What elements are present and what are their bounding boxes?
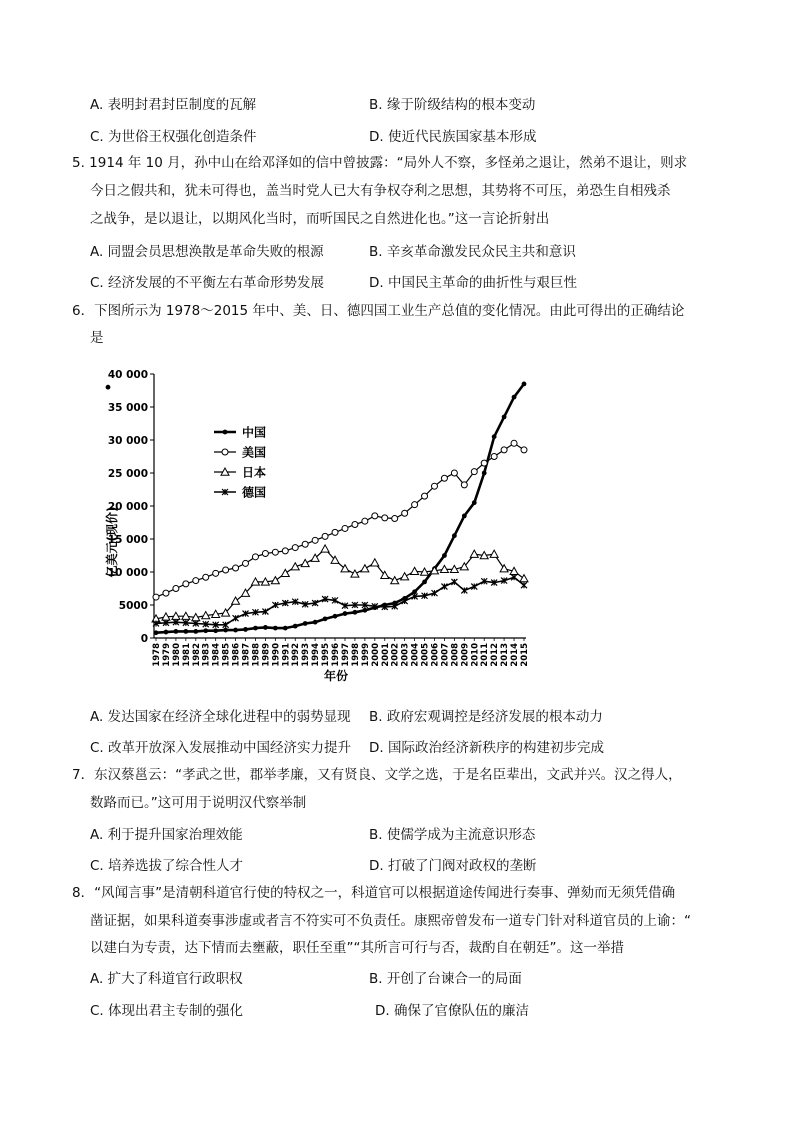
point-usa bbox=[382, 515, 388, 521]
point-usa bbox=[441, 475, 447, 481]
point-japan bbox=[361, 565, 369, 572]
point-japan bbox=[281, 569, 289, 576]
point-usa bbox=[153, 594, 159, 600]
y-tick-label: 0 bbox=[140, 633, 148, 645]
q4-option-c: C. 为世俗王权强化创造条件 bbox=[90, 129, 257, 145]
point-china bbox=[233, 628, 238, 633]
q5-option-c: C. 经济发展的不平衡左右革命形势发展 bbox=[90, 275, 325, 291]
point-usa bbox=[213, 570, 219, 576]
point-usa bbox=[422, 493, 428, 499]
point-usa bbox=[163, 590, 169, 596]
x-tick-label: 2012 bbox=[490, 643, 501, 667]
point-china bbox=[442, 553, 447, 558]
q8-option-a: A. 扩大了科道官行政职权 bbox=[90, 971, 243, 987]
q8-stem-line1: 8．“风闻言事”是清朝科道官行使的特权之一，科道官可以根据道途传闻进行奏事、弹劾而无须凭借确 bbox=[72, 885, 676, 901]
y-tick-label: 35 000 bbox=[107, 402, 148, 414]
point-germany bbox=[521, 582, 527, 588]
q7-option-c: C. 培养选拔了综合性人才 bbox=[90, 858, 244, 874]
point-china bbox=[283, 626, 288, 631]
point-usa bbox=[372, 513, 378, 519]
point-usa bbox=[402, 510, 408, 516]
x-tick-label: 2002 bbox=[390, 643, 401, 667]
q8-option-d: D. 确保了官僚队伍的廉洁 bbox=[375, 1003, 529, 1019]
x-tick-label: 2007 bbox=[440, 643, 451, 667]
chart-svg bbox=[105, 362, 538, 692]
x-tick-label: 1993 bbox=[301, 643, 312, 667]
point-japan bbox=[520, 575, 528, 582]
point-china bbox=[502, 415, 507, 420]
point-china bbox=[353, 610, 358, 615]
point-usa bbox=[243, 560, 249, 566]
point-japan bbox=[470, 550, 478, 557]
y-tick-label: 10 000 bbox=[107, 567, 148, 579]
point-germany bbox=[441, 584, 447, 590]
q7-option-a: A. 利于提升国家治理效能 bbox=[90, 827, 243, 843]
point-japan bbox=[301, 559, 309, 566]
x-tick-label: 1992 bbox=[291, 643, 302, 667]
legend-label-usa: 美国 bbox=[242, 445, 267, 460]
point-legend-china bbox=[223, 430, 228, 435]
y-tick-label: 30 000 bbox=[107, 435, 148, 447]
q6-option-a: A. 发达国家在经济全球化进程中的弱势显现 bbox=[90, 709, 351, 725]
point-japan bbox=[321, 545, 329, 552]
q6-stem-line2: 是 bbox=[90, 330, 104, 346]
series-line-japan bbox=[156, 549, 524, 619]
point-china bbox=[223, 628, 228, 633]
point-china bbox=[462, 514, 467, 519]
x-tick-label: 2011 bbox=[480, 643, 491, 667]
q4-option-d: D. 使近代民族国家基本形成 bbox=[369, 129, 537, 145]
y-tick-label: 25 000 bbox=[107, 468, 148, 480]
x-tick-label: 1995 bbox=[321, 643, 332, 667]
point-usa bbox=[511, 440, 517, 446]
point-japan bbox=[490, 550, 498, 557]
x-tick-label: 2004 bbox=[410, 643, 421, 667]
point-usa bbox=[461, 482, 467, 488]
point-germany bbox=[451, 579, 457, 585]
point-usa bbox=[302, 541, 308, 547]
point-china bbox=[313, 620, 318, 625]
x-tick-label: 1980 bbox=[171, 643, 182, 667]
q6-option-d: D. 国际政治经济新秩序的构建初步完成 bbox=[369, 740, 604, 756]
series-line-china bbox=[156, 384, 524, 633]
point-china bbox=[213, 628, 218, 633]
y-tick-label: 20 000 bbox=[107, 501, 148, 513]
q7-option-d: D. 打破了门阀对政权的垄断 bbox=[369, 858, 537, 874]
x-tick-label: 1991 bbox=[281, 643, 292, 667]
point-china bbox=[482, 471, 487, 476]
point-usa bbox=[312, 537, 318, 543]
q8-option-b: B. 开创了台谏合一的局面 bbox=[369, 971, 522, 987]
point-china bbox=[203, 628, 208, 633]
x-tick-label: 1998 bbox=[350, 643, 361, 667]
point-usa bbox=[233, 565, 239, 571]
point-usa bbox=[471, 469, 477, 475]
q8-stem-line3: 以建白为专责，达下情而去壅蔽，职任至重”“其所言可行与否，裁酌自在朝廷”。这一举措 bbox=[90, 940, 624, 956]
point-usa bbox=[203, 574, 209, 580]
point-legend-usa bbox=[222, 449, 228, 455]
x-tick-label: 2010 bbox=[470, 643, 481, 667]
point-china bbox=[106, 385, 111, 390]
legend-label-germany: 德国 bbox=[242, 485, 267, 500]
x-tick-label: 2000 bbox=[370, 643, 381, 667]
point-china bbox=[273, 626, 278, 631]
x-axis-label: 年份 bbox=[323, 669, 349, 683]
x-tick-label: 2001 bbox=[380, 643, 391, 667]
x-tick-label: 1978 bbox=[152, 643, 162, 667]
point-usa bbox=[252, 554, 258, 560]
x-tick-label: 2013 bbox=[500, 643, 511, 667]
x-tick-label: 1981 bbox=[181, 643, 192, 667]
y-tick-label: 15 000 bbox=[107, 534, 148, 546]
point-japan bbox=[500, 565, 508, 572]
y-tick-label: 5000 bbox=[118, 600, 148, 612]
point-usa bbox=[183, 581, 189, 587]
point-china bbox=[253, 626, 258, 631]
x-tick-label: 1989 bbox=[261, 643, 272, 667]
point-usa bbox=[332, 529, 338, 535]
point-china bbox=[263, 625, 268, 630]
q7-stem-line1: 7．东汉蔡邕云：“孝武之世，郡举孝廉，又有贤良、文学之选，于是名臣辈出，文武并兴。汉之得人， bbox=[72, 767, 682, 783]
q6-option-c: C. 改革开放深入发展推动中国经济实力提升 bbox=[90, 740, 352, 756]
point-germany bbox=[402, 598, 408, 604]
point-china bbox=[512, 395, 517, 400]
point-japan bbox=[351, 570, 359, 577]
point-usa bbox=[481, 460, 487, 466]
x-tick-label: 1986 bbox=[231, 643, 242, 667]
point-china bbox=[333, 614, 338, 619]
point-china bbox=[362, 608, 367, 613]
x-tick-label: 2015 bbox=[520, 643, 530, 667]
x-tick-label: 1999 bbox=[360, 643, 371, 667]
x-tick-label: 2005 bbox=[420, 643, 431, 667]
point-usa bbox=[292, 545, 298, 551]
point-china bbox=[293, 624, 298, 629]
x-tick-label: 2003 bbox=[400, 643, 411, 667]
point-usa bbox=[491, 454, 497, 460]
x-tick-label: 1985 bbox=[221, 643, 232, 667]
q5-stem-line3: 之战争，是以退让，以期风化当时，而听国民之自然进化也。”这一言论折射出 bbox=[90, 211, 550, 227]
point-usa bbox=[362, 518, 368, 524]
point-china bbox=[303, 621, 308, 626]
point-china bbox=[193, 629, 198, 634]
industrial-output-chart bbox=[105, 362, 538, 692]
point-usa bbox=[431, 483, 437, 489]
x-tick-label: 1982 bbox=[191, 643, 202, 667]
x-tick-label: 1990 bbox=[271, 643, 282, 667]
point-germany bbox=[233, 615, 239, 621]
point-japan bbox=[271, 577, 279, 584]
point-usa bbox=[352, 521, 358, 527]
point-china bbox=[472, 500, 477, 505]
point-china bbox=[243, 627, 248, 632]
q7-stem-line2: 数路而已。”这可用于说明汉代察举制 bbox=[90, 795, 307, 811]
q6-option-b: B. 政府宏观调控是经济发展的根本动力 bbox=[369, 709, 603, 725]
point-japan bbox=[391, 577, 399, 584]
y-axis-label: 亿美元(现价) bbox=[105, 506, 119, 578]
q7-option-b: B. 使儒学成为主流意识形态 bbox=[369, 827, 536, 843]
point-china bbox=[173, 629, 178, 634]
x-tick-label: 1994 bbox=[311, 643, 322, 667]
point-usa bbox=[322, 533, 328, 539]
point-usa bbox=[521, 447, 527, 453]
q6-stem-line1: 6．下图所示为 1978～2015 年中、美、日、德四国工业生产总值的变化情况。由此可得出的正确结论 bbox=[72, 303, 685, 319]
x-tick-label: 1984 bbox=[211, 643, 222, 667]
q4-option-a: A. 表明封君封臣制度的瓦解 bbox=[90, 97, 257, 113]
q4-option-b: B. 缘于阶级结构的根本变动 bbox=[369, 97, 536, 113]
q5-option-d: D. 中国民主革命的曲折性与艰巨性 bbox=[369, 275, 577, 291]
x-tick-label: 2014 bbox=[510, 643, 521, 667]
point-usa bbox=[451, 470, 457, 476]
q8-stem-line2: 凿证据，如果科道奏事涉虚或者言不符实可不负责任。康熙帝曾发布一道专门针对科道官员的上谕：“ bbox=[90, 913, 691, 929]
point-usa bbox=[342, 525, 348, 531]
x-tick-label: 1987 bbox=[241, 643, 252, 667]
y-tick-label: 40 000 bbox=[107, 369, 148, 381]
point-china bbox=[164, 630, 169, 635]
q5-option-b: B. 辛亥革命激发民众民主共和意识 bbox=[369, 244, 576, 260]
x-tick-label: 1983 bbox=[201, 643, 212, 667]
point-china bbox=[183, 629, 188, 634]
point-china bbox=[154, 630, 159, 635]
point-japan bbox=[371, 559, 379, 566]
point-usa bbox=[193, 578, 199, 584]
point-china bbox=[522, 382, 527, 387]
legend-label-china: 中国 bbox=[242, 425, 267, 440]
point-usa bbox=[272, 549, 278, 555]
point-usa bbox=[412, 502, 418, 508]
point-china bbox=[343, 611, 348, 616]
x-tick-label: 1988 bbox=[251, 643, 262, 667]
x-tick-label: 1997 bbox=[340, 643, 351, 667]
point-china bbox=[492, 434, 497, 439]
legend-label-japan: 日本 bbox=[242, 465, 267, 480]
point-japan bbox=[401, 573, 409, 580]
point-usa bbox=[262, 551, 268, 557]
x-tick-label: 2006 bbox=[430, 643, 441, 667]
series-line-usa bbox=[156, 443, 524, 597]
point-china bbox=[422, 580, 427, 585]
q8-option-c: C. 体现出君主专制的强化 bbox=[90, 1003, 244, 1019]
q5-option-a: A. 同盟会员思想涣散是革命失败的根源 bbox=[90, 244, 324, 260]
point-usa bbox=[282, 548, 288, 554]
q5-stem-line2: 今日之假共和，犹未可得也，盖当时党人已大有争权夺利之思想，其势将不可压，弟恐生自相残杀 bbox=[90, 183, 671, 199]
point-usa bbox=[173, 586, 179, 592]
point-usa bbox=[501, 447, 507, 453]
point-usa bbox=[223, 567, 229, 573]
x-tick-label: 1979 bbox=[161, 643, 172, 667]
point-usa bbox=[392, 516, 398, 522]
point-china bbox=[452, 533, 457, 538]
q5-stem-line1: 5. 1914 年 10 月，孙中山在给邓泽如的信中曾披露：“局外人不察，多怪弟之退让，然弟不退让，则求 bbox=[72, 155, 688, 171]
x-tick-label: 2009 bbox=[460, 643, 471, 667]
point-china bbox=[323, 616, 328, 621]
x-tick-label: 2008 bbox=[450, 643, 461, 667]
x-tick-label: 1996 bbox=[331, 643, 342, 667]
